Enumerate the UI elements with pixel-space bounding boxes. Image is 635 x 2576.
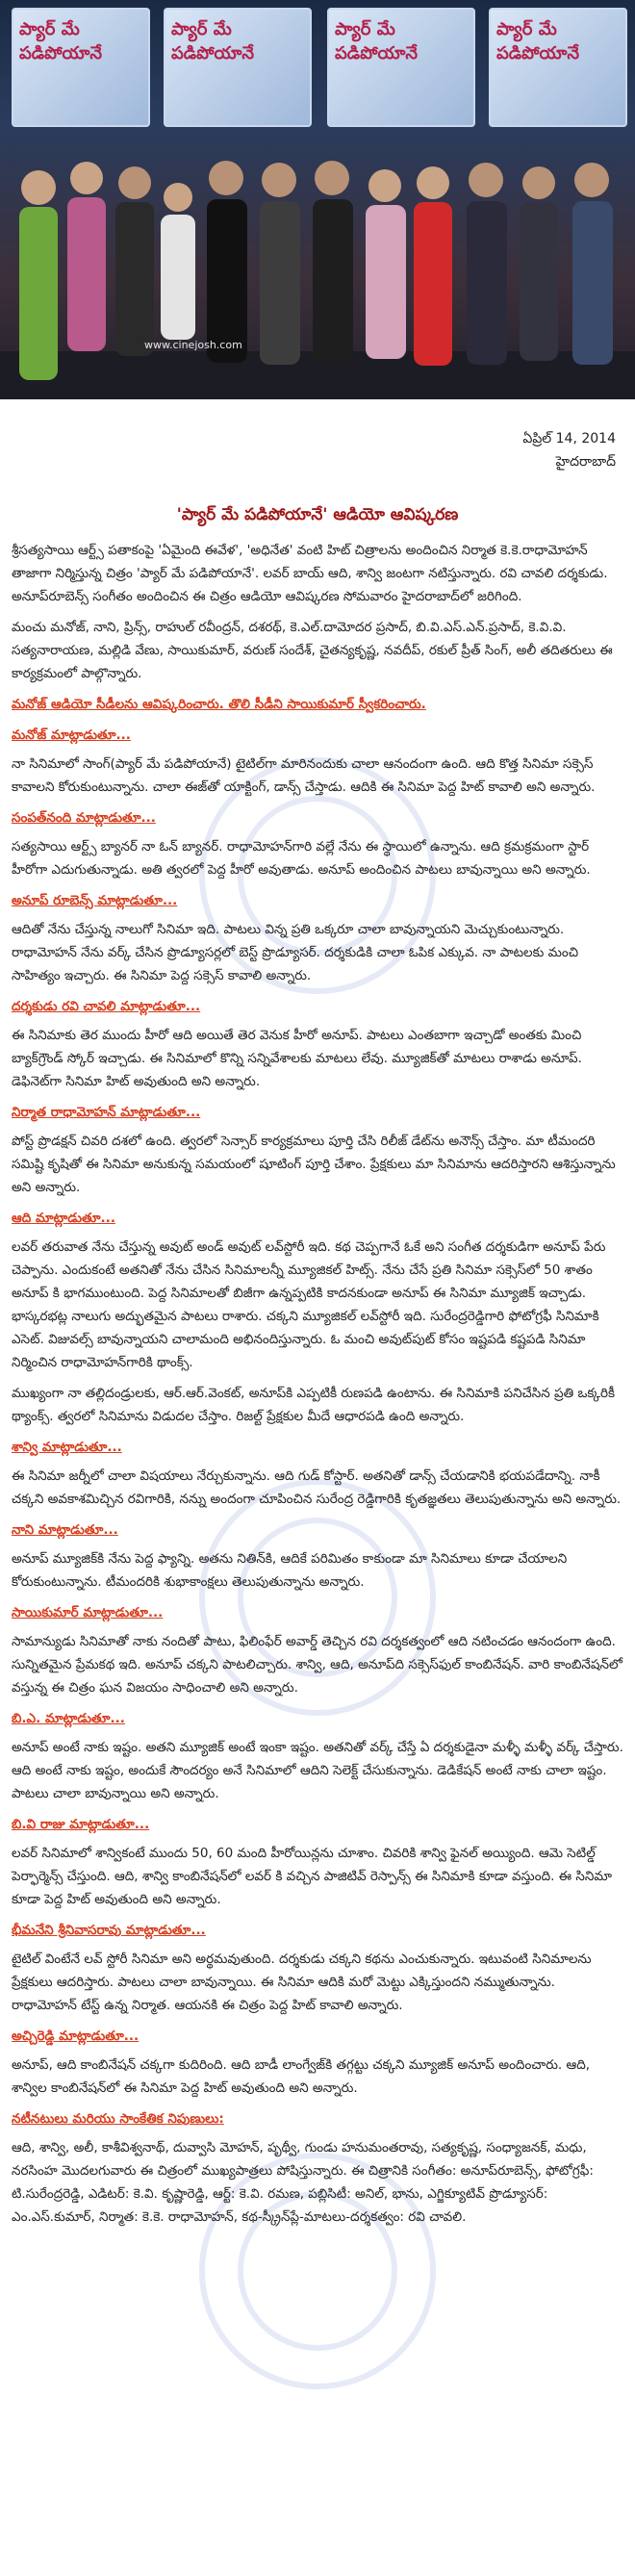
place: హైదరాబాద్ bbox=[555, 454, 616, 470]
event-banner bbox=[164, 8, 312, 127]
section-text: సామాన్యుడు సినిమాతో నాకు నందితో పాటు, ఫిలింఫేర్ అవార్డ్ తెచ్చిన రవి దర్శకత్వంలో ఆది నటించడం ఆనందంగా ఉంది. సున్నితమైన ప్రేమకథ ఇది. అనూప్ చక్కని పాటలిచ్చారు. శాన్వి, ఆది, అనూప్‌ది సక్సెస్‌ఫుల్ కాంబినేషన్. వారి కాంబినేషన్‌లో వస్తున్న ఈ చిత్రం ఘన విజయం సాధించాలి అని అన్నారు. bbox=[12, 1634, 622, 1696]
section-text: పోస్ట్ ప్రొడక్షన్ చివరి దశలో ఉంది. త్వరలో సెన్సార్ కార్యక్రమాలు పూర్తి చేసి రిలీజ్ డేట్‌ను అనౌన్స్ చేస్తాం. మా టీమందరి సమిష్టి కృషితో ఈ సినిమా అనుకున్న సమయంలో షూటింగ్ పూర్తి చేశాం. ప్రేక్షకులు మా సినిమాను ఆదరిస్తారని ఆశిస్తున్నాను అని అన్నారు. bbox=[12, 1134, 616, 1195]
date: ఏప్రిల్ 14, 2014 bbox=[522, 431, 616, 446]
section-heading: బి.ఎ. మాట్లాడుతూ... bbox=[12, 1711, 125, 1726]
crowd-illustration bbox=[0, 111, 635, 399]
section-heading: నటీనటులు మరియు సాంకేతిక నిపుణులు: bbox=[12, 2111, 224, 2127]
section-heading: నిర్మాత రాధామోహన్ మాట్లాడుతూ... bbox=[12, 1105, 201, 1120]
section-text: ముఖ్యంగా నా తల్లిదండ్రులకు, ఆర్.ఆర్.వెంకట్, అనూప్‌కి ఎప్పటికీ రుణపడి ఉంటాను. ఈ సినిమాకి పనిచేసిన ప్రతి ఒక్కరికీ థ్యాంక్స్. త్వరలో సినిమాను విడుదల చేస్తాం. రిజల్ట్ ప్రేక్షకుల మీదే ఆధారపడి ఉంది అన్నారు. bbox=[12, 1386, 615, 1424]
section-heading: అనూప్ రూబెన్స్ మాట్లాడుతూ... bbox=[12, 893, 178, 908]
section-text: అనూప్ మ్యూజిక్‌కి నేను పెద్ద ఫ్యాన్ని. అతను నితిన్‌కి, ఆదికే పరిమితం కాకుండా మా సినిమాలు కూడా చేయాలని కోరుకుంటున్నాను. టీమందరికి శుభాకాంక్షలు తెలుపుతున్నాను అన్నారు. bbox=[12, 1551, 568, 1590]
section-heading: భీమనేని శ్రీనివాసరావు మాట్లాడుతూ... bbox=[12, 1923, 206, 1938]
section-heading: శాన్వి మాట్లాడుతూ... bbox=[12, 1440, 122, 1455]
section-text: అనూప్, ఆది కాంబినేషన్ చక్కగా కుదిరింది. ఆది బాడీ లాంగ్వేజ్‌కి తగ్గట్టు చక్కని మ్యూజిక్ అనూప్ అందించారు. ఆది, శాన్విల కాంబినేషన్‌లో ఈ సినిమా పెద్ద హిట్ అవుతుంది అని అన్నారు. bbox=[12, 2057, 591, 2096]
section-text: అనూప్ అంటే నాకు ఇష్టం. అతని మ్యూజిక్ అంటే ఇంకా ఇష్టం. అతనితో వర్క్ చేస్తే ఏ దర్శకుడైనా మళ్ళీ మళ్ళీ వర్క్ చేస్తారు. ఆది అంటే నాకు ఇష్టం, అందుకే సౌందర్యం అనే సినిమాలో ఆదిని సెలెక్ట్ చేసుకున్నాను. డెడికేషన్ అంటే నాకు చాలా ఇష్టం. పాటలు చాలా బావున్నాయి అని అన్నారు. bbox=[12, 1740, 623, 1801]
section-text: నా సినిమాలో సాంగ్(ప్యార్ మే పడిపోయానే) టైటిల్‌గా మారినందుకు చాలా ఆనందంగా ఉంది. ఆది కొత్త సినిమా సక్సెస్ కావాలని కోరుకుంటున్నాను. చాలా ఈజ్‌తో యాక్టింగ్, డాన్స్ చేస్తాడు. ఆదికి ఈ సినిమా పెద్ద హిట్ కావాలి అని అన్నారు. bbox=[12, 756, 596, 795]
section-text: ఈ సినిమా జర్నీలో చాలా విషయాలు నేర్చుకున్నాను. ఆది గుడ్ కోస్టార్. అతనితో డాన్స్ చేయడానికి భయపడేదాన్ని. నాకీ చక్కని అవకాశమిచ్చిన రవిగారికి, నన్ను అందంగా చూపించిన సురేంద్ర రెడ్డిగారికి కృతజ్ఞతలు తెలుపుతున్నాను అని అన్నారు. bbox=[12, 1468, 622, 1507]
section-text: ఆది, శాన్వి, అలీ, కాశీవిశ్వనాథ్, దువ్వాసి మోహన్, పృథ్వీ, గుండు హనుమంతరావు, సత్యకృష్ణ, సంధ్యాజనక్, మధు, నరసింహ మొదలగువారు ఈ చిత్రంలో ముఖ్యపాత్రలు పోషిస్తున్నారు. ఈ చిత్రానికి సంగీతం: అనూప్‌రూబెన్స్, ఫోటోగ్రఫీ: టి.సురేంద్రరెడ్డి, ఎడిటర్: కె.వి. కృష్ణారెడ్డి, ఆర్ట్: కె.వి. రమణ, పబ్లిసిటీ: అనిల్, భాను, ఎగ్జిక్యూటివ్ ప్రొడ్యూసర్: ఎం.ఎస్.కుమార్, నిర్మాత: కె.కె. రాధామోహన్, కథ-స్క్రీన్‌ప్లే-మాటలు-దర్శకత్వం: రవి చావలి. bbox=[12, 2140, 594, 2225]
section-heading: సాయికుమార్ మాట్లాడుతూ... bbox=[12, 1605, 164, 1620]
section-heading: ఆది మాట్లాడుతూ... bbox=[12, 1211, 115, 1226]
banner-text: ప్యార్ మే పడిపోయానే bbox=[335, 19, 419, 64]
event-photo bbox=[0, 0, 635, 399]
article-headline: 'ప్యార్ మే పడిపోయానే' ఆడియో ఆవిష్కరణ bbox=[176, 505, 459, 524]
event-banner bbox=[327, 8, 475, 127]
speech-sections bbox=[12, 724, 623, 2229]
dateline bbox=[522, 427, 616, 473]
banner-text: ప్యార్ మే పడిపోయానే bbox=[19, 19, 103, 64]
section-text: సత్యసాయి ఆర్ట్స్ బ్యానర్ నా ఓన్ బ్యానర్. రాధామోహన్‌గారి వల్లే నేను ఈ స్థాయిలో ఉన్నాను. ఆది క్రమక్రమంగా స్టార్ హీరోగా ఎదుగుతున్నాడు. అతి త్వరలో పెద్ద హీరో అవుతాడు. అనూప్ అందించిన పాటలు బావున్నాయి అని అన్నారు. bbox=[12, 839, 591, 878]
section-text: టైటిల్ వింటేనే లవ్ స్టోరీ సినిమా అని అర్థమవుతుంది. దర్శకుడు చక్కని కథను ఎంచుకున్నారు. ఇటువంటి సినిమాలను ప్రేక్షకులు ఆదరిస్తారు. పాటలు చాలా బావున్నాయి. ఈ సినిమా ఆదికి మరో మెట్టు ఎక్కిస్తుందని నమ్ముతున్నాను. రాధామోహన్ టేస్ట్ ఉన్న నిర్మాత. ఆయనకి ఈ చిత్రం పెద్ద హిట్ కావాలి అన్నారు. bbox=[12, 1951, 592, 2013]
event-banner bbox=[489, 8, 627, 127]
section-heading: అచ్చిరెడ్డి మాట్లాడుతూ... bbox=[12, 2028, 140, 2044]
banner-text: ప్యార్ మే పడిపోయానే bbox=[496, 19, 580, 64]
event-banner bbox=[12, 8, 150, 127]
intro-paragraph: శ్రీసత్యసాయి ఆర్ట్స్ పతాకంపై 'ఏమైంది ఈవేళ', 'అధినేత' వంటి హిట్ చిత్రాలను అందించిన నిర్మాత కె.కె.రాధామోహన్ తాజాగా నిర్మిస్తున్న చిత్రం 'ప్యార్ మే పడిపోయానే'. లవర్ బాయ్ ఆది, శాన్వి జంటగా నటిస్తున్నారు. రవి చావలి దర్శకుడు. అనూప్‌రూబెన్స్ సంగీతం అందించిన ఈ చిత్రం ఆడియో ఆవిష్కరణ సోమవారం హైదరాబాద్‌లో జరిగింది. bbox=[12, 543, 608, 604]
section-text: లవర్ తరువాత నేను చేస్తున్న అవుట్ అండ్ అవుట్ లవ్‌స్టోరీ ఇది. కథ చెప్పగానే ఓకే అని సంగీత దర్శకుడిగా అనూప్ పేరు చెప్పాను. ఎందుకంటే అతనితో నేను చేసిన సినిమాలన్నీ మ్యూజికల్ హిట్స్. నేను చేసే ప్రతి సినిమా సక్సెస్‌లో 50 శాతం అనూప్ కి భాగముంటుంది. పెద్ద సినిమాలతో బిజీగా ఉన్నప్పటికి కాదనకుండా అనూప్ ఈ సినిమా మ్యూజిక్ ఇచ్చాడు. భాస్కరభట్ల నాలుగు అద్భుతమైన పాటలు రాశారు. చక్కని మ్యూజికల్ లవ్‌స్టోరీ ఇది. సురేంద్రరెడ్డిగారి ఫోటోగ్రఫీ సినిమాకి ఎసెట్. విజువల్స్ బావున్నాయని చాలామంది అభినందిస్తున్నారు. ఓ మంచి అవుట్‌పుట్ కోసం ఇష్టపడి కష్టపడి సినిమా నిర్మించిన రాధామోహన్‌గారికి థాంక్స్. bbox=[12, 1239, 606, 1370]
intro-paragraph: మంచు మనోజ్, నాని, ప్రిన్స్, రాహుల్ రవీంద్రన్, దశరథ్, కె.ఎల్.దామోదర ప్రసాద్, బి.వి.ఎస్.ఎన్.ప్రసాద్, కె.వి.వి. సత్యనారాయణ, మల్లిడి వేణు, సాయికుమార్, వరుణ్ సందేశ్, చైతన్యకృష్ణ, నవదీప్, రకుల్ ప్రీత్ సింగ్, అలీ తదితరులు ఈ కార్యక్రమంలో పాల్గొన్నారు. bbox=[12, 620, 613, 681]
section-heading: మనోజ్ మాట్లాడుతూ... bbox=[12, 727, 131, 743]
section-text: ఈ సినిమాకు తెర ముందు హీరో ఆది అయితే తెర వెనుక హీరో అనూప్. పాటలు ఎంతబాగా ఇచ్చాడో అంతకు మించి బ్యాక్‌గ్రౌండ్ స్కోర్ ఇచ్చాడు. ఈ సినిమాలో కొన్ని సన్నివేశాలకు మాటలు లేవు. మ్యూజిక్‌తో మాటలు రాశాడు అనూప్. డెఫినెట్‌గా సినిమా హిట్ అవుతుంది అని అన్నారు. bbox=[12, 1028, 582, 1089]
section-text: లవర్ సినిమాలో శాన్వికంటే ముందు 50, 60 మంది హీరోయిన్లను చూశాం. చివరికి శాన్వి ఫైనల్ అయ్యింది. ఆమె సెటిల్డ్ పెర్ఫార్మెన్స్ చేస్తుంది. ఆది, శాన్వి కాంబినేషన్‌లో లవర్ కి వచ్చిన పాజిటివ్ రెస్పాన్స్ ఈ సినిమాకి కూడా వస్తుంది. ఈ సినిమా కూడా పెద్ద హిట్ అవుతుంది అని అన్నారు. bbox=[12, 1846, 612, 1907]
section-heading: దర్శకుడు రవి చావలి మాట్లాడుతూ... bbox=[12, 999, 201, 1014]
article-body bbox=[12, 539, 623, 2236]
section-heading: బి.వి రాజు మాట్లాడుతూ... bbox=[12, 1817, 150, 1832]
intro-paragraph: మనోజ్ ఆడియో సీడీలను ఆవిష్కరించారు. తొలి సీడీని సాయికుమార్ స్వీకరించారు. bbox=[12, 697, 426, 712]
photo-watermark: www.cinejosh.com bbox=[144, 339, 242, 351]
section-text: ఆదితో నేను చేస్తున్న నాలుగో సినిమా ఇది. పాటలు విన్న ప్రతి ఒక్కరూ చాలా బావున్నాయని మెచ్చుకుంటున్నారు. రాధామోహన్ నేను వర్క్ చేసిన ప్రొడ్యూసర్లలో బెస్ట్ ప్రొడ్యూసర్. దర్శకుడికి చాలా ఓపిక ఎక్కువ. నా పాటలకు మంచి సాహిత్యం ఇచ్చారు. ఈ సినిమా పెద్ద సక్సెస్ కావాలి అన్నారు. bbox=[12, 922, 579, 983]
section-heading: నాని మాట్లాడుతూ... bbox=[12, 1522, 118, 1538]
section-heading: సంపత్‌నంది మాట్లాడుతూ... bbox=[12, 810, 156, 826]
banner-text: ప్యార్ మే పడిపోయానే bbox=[171, 19, 255, 64]
